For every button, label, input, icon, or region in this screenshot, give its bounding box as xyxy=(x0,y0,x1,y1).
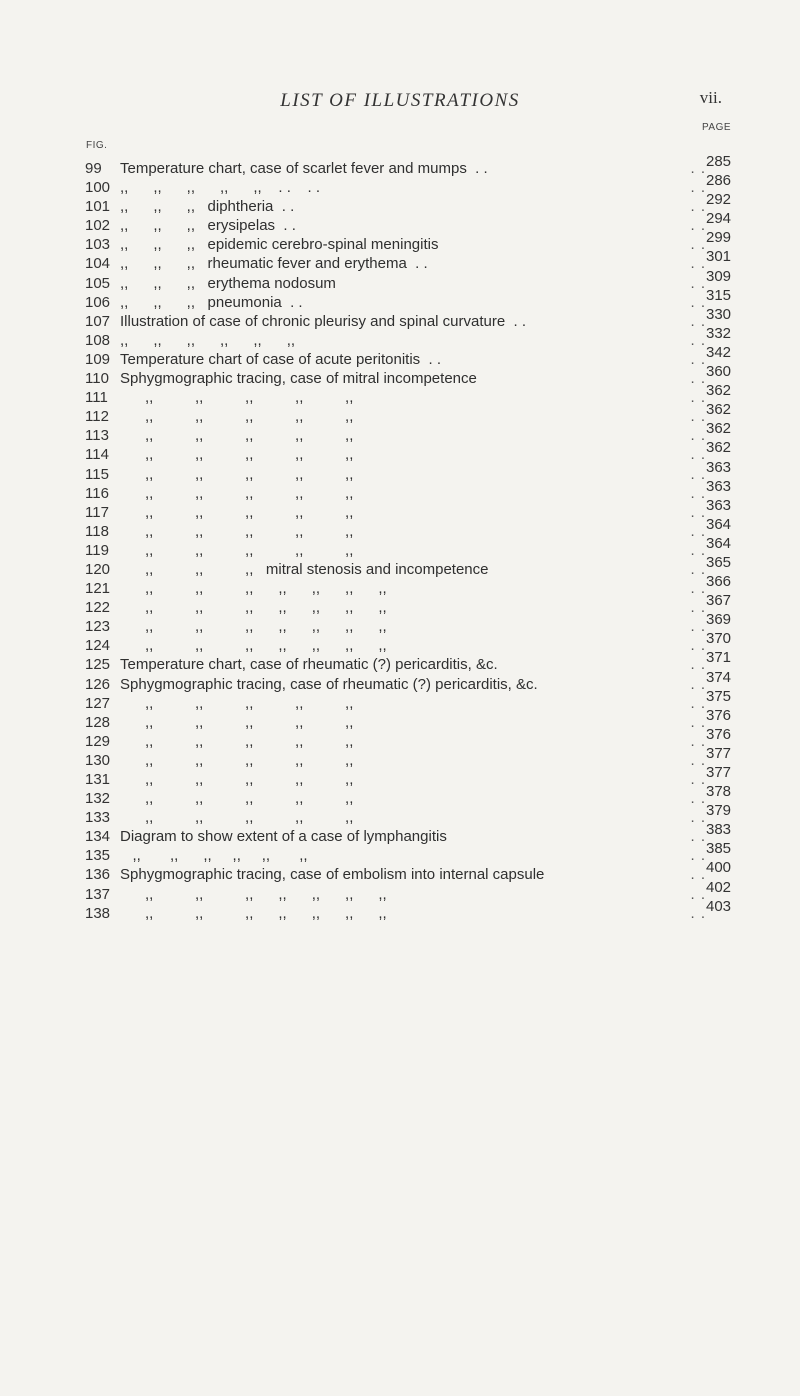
figure-number: 129 xyxy=(85,732,111,750)
figure-number: 125 xyxy=(85,656,111,674)
figure-caption: Diagram to show extent of a case of lymphangitis xyxy=(120,828,447,846)
figure-number: 111 xyxy=(85,389,108,407)
list-item xyxy=(0,687,800,713)
figure-number: 115 xyxy=(85,465,109,483)
list-item xyxy=(0,611,800,636)
figure-number: 117 xyxy=(85,503,109,521)
leader-dots: . . xyxy=(690,732,706,750)
list-item xyxy=(0,401,800,426)
list-item xyxy=(0,553,800,579)
figure-caption: Illustration of case of chronic pleurisy and spinal curvature . . xyxy=(120,312,527,330)
page-reference: 365 xyxy=(706,553,732,571)
page-reference: 309 xyxy=(706,267,732,285)
figure-number: 100 xyxy=(85,179,111,197)
figure-number: 106 xyxy=(85,293,111,311)
fig-column-label: FIG. xyxy=(86,140,108,151)
leader-dots: . . xyxy=(690,389,706,407)
list-item xyxy=(0,649,800,674)
page-reference: 360 xyxy=(706,363,732,381)
page-reference: 315 xyxy=(706,286,732,304)
figure-caption: Temperature chart, case of scarlet fever and mumps . . xyxy=(120,160,488,177)
list-item xyxy=(0,783,800,808)
figure-number: 138 xyxy=(85,904,111,922)
figure-number: 131 xyxy=(85,771,111,788)
figure-caption: ,, ,, ,, ,, ,, xyxy=(120,771,354,788)
figure-number: 135 xyxy=(85,847,111,865)
page-reference: 362 xyxy=(706,401,732,419)
page-reference: 362 xyxy=(706,420,732,438)
figure-number: 110 xyxy=(85,370,109,388)
leader-dots: . . xyxy=(690,560,706,578)
leader-dots: . . xyxy=(690,847,706,865)
figure-caption: Sphygmographic tracing, case of rheumatic (?) pericarditis, &c. xyxy=(120,675,538,693)
leader-dots: . . xyxy=(690,179,706,197)
page-reference: 367 xyxy=(706,592,732,610)
page-reference: 292 xyxy=(706,191,732,209)
figure-number: 119 xyxy=(85,541,109,559)
figure-caption: ,, ,, ,, ,, ,, ,, ,, xyxy=(120,618,387,636)
figure-caption: ,, ,, ,, ,, ,, xyxy=(120,790,354,808)
list-item xyxy=(0,496,800,522)
page-reference: 364 xyxy=(706,534,732,552)
leader-dots: . . xyxy=(690,274,706,292)
figure-number: 109 xyxy=(85,350,111,368)
page-reference: 377 xyxy=(706,764,732,781)
page-reference: 342 xyxy=(706,343,732,361)
leader-dots: . . xyxy=(690,370,706,388)
list-item xyxy=(0,573,800,598)
leader-dots: . . xyxy=(690,522,706,540)
list-item xyxy=(0,191,800,216)
figure-number: 105 xyxy=(85,274,111,292)
figure-caption: ,, ,, ,, ,, ,, ,, xyxy=(120,331,296,349)
figure-number: 116 xyxy=(85,484,109,502)
figure-caption: ,, ,, ,, epidemic cerebro-spinal meningitis xyxy=(120,236,439,254)
figure-number: 133 xyxy=(85,809,111,827)
figure-caption: ,, ,, ,, ,, ,, xyxy=(120,809,354,827)
figure-number: 103 xyxy=(85,236,111,254)
leader-dots: . . xyxy=(690,694,706,712)
leader-dots: . . xyxy=(690,408,706,426)
leader-dots: . . xyxy=(690,465,706,483)
list-item xyxy=(0,248,800,273)
page-reference: 362 xyxy=(706,439,732,457)
figure-caption: ,, ,, ,, ,, ,, xyxy=(120,694,354,712)
figure-caption: ,, ,, ,, ,, ,, xyxy=(120,484,354,502)
page-reference: 364 xyxy=(706,515,732,533)
figure-number: 130 xyxy=(85,751,111,769)
figure-caption: ,, ,, ,, ,, ,, xyxy=(120,713,354,731)
list-item xyxy=(0,534,800,560)
list-item xyxy=(0,172,800,197)
list-item xyxy=(0,229,800,254)
page-reference: 363 xyxy=(706,458,732,476)
figure-number: 112 xyxy=(85,408,109,426)
figure-caption: ,, ,, ,, ,, ,, xyxy=(120,541,354,559)
list-item xyxy=(0,363,800,388)
leader-dots: . . xyxy=(690,255,706,273)
figure-caption: ,, ,, ,, ,, ,, xyxy=(120,427,354,445)
figure-caption: ,, ,, ,, ,, ,, ,, ,, xyxy=(120,637,387,655)
figure-number: 104 xyxy=(85,255,111,273)
list-item xyxy=(0,210,800,235)
figure-caption: ,, ,, ,, ,, ,, ,, ,, xyxy=(120,580,387,598)
leader-dots: . . xyxy=(690,618,706,636)
page-reference: 366 xyxy=(706,573,732,591)
figure-caption: ,, ,, ,, ,, ,, xyxy=(120,446,354,464)
running-head: LIST OF ILLUSTRATIONS xyxy=(280,90,520,111)
figure-number: 123 xyxy=(85,618,111,636)
leader-dots: . . xyxy=(690,580,706,598)
list-item xyxy=(0,458,800,484)
list-item xyxy=(0,477,800,503)
figure-number: 137 xyxy=(85,885,111,903)
page-reference: 377 xyxy=(706,744,732,762)
figure-number: 120 xyxy=(85,560,111,578)
page-reference: 332 xyxy=(706,324,732,342)
leader-dots: . . xyxy=(690,675,706,693)
leader-dots: . . xyxy=(690,656,706,674)
figure-number: 134 xyxy=(85,828,111,846)
leader-dots: . . xyxy=(690,771,706,788)
figure-caption: ,, ,, ,, erysipelas . . xyxy=(120,217,296,235)
leader-dots: . . xyxy=(690,790,706,808)
leader-dots: . . xyxy=(690,484,706,502)
list-item xyxy=(0,592,800,617)
figure-number: 127 xyxy=(85,694,111,712)
page-reference: 376 xyxy=(706,706,732,724)
list-item xyxy=(0,764,800,789)
page-reference: 376 xyxy=(706,725,732,743)
list-item xyxy=(0,515,800,541)
list-item xyxy=(0,744,800,770)
figure-caption: ,, ,, ,, erythema nodosum xyxy=(120,274,336,292)
figure-number: 113 xyxy=(85,427,109,445)
page-reference: 402 xyxy=(706,878,732,896)
list-item xyxy=(0,725,800,751)
figure-caption: ,, ,, ,, ,, ,, ,, ,, xyxy=(120,599,387,617)
figure-number: 102 xyxy=(85,217,111,235)
leader-dots: . . xyxy=(690,904,706,922)
figure-number: 118 xyxy=(85,522,109,540)
page-column-label: PAGE xyxy=(702,122,732,133)
page-number: vii. xyxy=(699,88,722,107)
leader-dots: . . xyxy=(690,312,706,330)
page-reference: 374 xyxy=(706,668,732,686)
leader-dots: . . xyxy=(690,331,706,349)
page-reference: 379 xyxy=(706,802,732,820)
list-item xyxy=(0,878,800,904)
figure-number: 101 xyxy=(85,198,111,216)
figure-number: 108 xyxy=(85,331,111,349)
figure-caption: ,, ,, ,, pneumonia . . xyxy=(120,293,303,311)
figure-number: 128 xyxy=(85,713,111,731)
page-reference: 299 xyxy=(706,229,732,247)
list-item xyxy=(0,267,800,293)
list-item xyxy=(0,439,800,464)
page-reference: 330 xyxy=(706,305,732,323)
figure-caption: ,, ,, ,, ,, ,, . . . . xyxy=(120,179,321,197)
figure-caption: ,, ,, ,, ,, ,, xyxy=(120,522,354,540)
figure-caption: Temperature chart of case of acute peritonitis . . xyxy=(120,350,441,368)
figure-number: 132 xyxy=(85,790,111,808)
figure-caption: ,, ,, ,, ,, ,, xyxy=(120,732,354,750)
list-item xyxy=(0,382,800,407)
list-item xyxy=(0,706,800,732)
leader-dots: . . xyxy=(690,809,706,827)
leader-dots: . . xyxy=(690,866,706,884)
page-reference: 362 xyxy=(706,382,732,400)
page-reference: 371 xyxy=(706,649,732,667)
page-reference: 285 xyxy=(706,153,732,170)
figure-caption: ,, ,, ,, ,, ,, xyxy=(120,751,354,769)
leader-dots: . . xyxy=(690,350,706,368)
figure-caption: ,, ,, ,, diphtheria . . xyxy=(120,198,295,216)
leader-dots: . . xyxy=(690,198,706,216)
figure-caption: Sphygmographic tracing, case of mitral incompetence xyxy=(120,370,477,388)
page-reference: 286 xyxy=(706,172,732,190)
list-item xyxy=(0,859,800,884)
list-item xyxy=(0,286,800,312)
list-item xyxy=(0,668,800,694)
leader-dots: . . xyxy=(690,885,706,903)
figure-caption: ,, ,, ,, ,, ,, xyxy=(120,503,354,521)
list-item xyxy=(0,897,800,923)
list-item xyxy=(0,420,800,445)
figure-number: 124 xyxy=(85,637,111,655)
page-reference: 369 xyxy=(706,611,732,629)
page-reference: 363 xyxy=(706,496,732,514)
figure-caption: ,, ,, ,, ,, ,, xyxy=(120,408,354,426)
leader-dots: . . xyxy=(690,217,706,235)
figure-caption: ,, ,, ,, ,, ,, ,, xyxy=(120,847,308,865)
figure-number: 107 xyxy=(85,312,111,330)
page-reference: 378 xyxy=(706,783,732,801)
figure-caption: ,, ,, ,, ,, ,, xyxy=(120,465,354,483)
figure-caption: Sphygmographic tracing, case of embolism into internal capsule xyxy=(120,866,545,884)
figure-number: 126 xyxy=(85,675,111,693)
list-item xyxy=(0,305,800,331)
page-reference: 400 xyxy=(706,859,732,877)
figure-caption: ,, ,, ,, mitral stenosis and incompetence xyxy=(120,560,489,578)
figure-caption: ,, ,, ,, rheumatic fever and erythema . . xyxy=(120,255,428,273)
figure-caption: Temperature chart, case of rheumatic (?) pericarditis, &c. xyxy=(120,656,498,674)
leader-dots: . . xyxy=(690,293,706,311)
leader-dots: . . xyxy=(690,427,706,445)
list-item xyxy=(0,802,800,827)
leader-dots: . . xyxy=(690,503,706,521)
list-item xyxy=(0,343,800,369)
list-item xyxy=(0,324,800,350)
leader-dots: . . xyxy=(690,236,706,254)
figure-caption: ,, ,, ,, ,, ,, ,, ,, xyxy=(120,904,387,922)
figure-number: 121 xyxy=(85,580,111,598)
leader-dots: . . xyxy=(690,637,706,655)
page-reference: 370 xyxy=(706,630,732,648)
page-reference: 301 xyxy=(706,248,732,266)
list-item xyxy=(0,153,800,178)
figure-number: 136 xyxy=(85,866,111,884)
leader-dots: . . xyxy=(690,828,706,846)
figure-number: 122 xyxy=(85,599,111,617)
illustration-list xyxy=(0,153,800,923)
page-reference: 294 xyxy=(706,210,732,228)
leader-dots: . . xyxy=(690,599,706,617)
figure-caption: ,, ,, ,, ,, ,, xyxy=(120,389,354,407)
page-reference: 363 xyxy=(706,477,732,495)
figure-number: 99 xyxy=(85,160,102,177)
leader-dots: . . xyxy=(690,541,706,559)
leader-dots: . . xyxy=(690,160,706,177)
list-item xyxy=(0,630,800,655)
list-item xyxy=(0,821,800,846)
list-item xyxy=(0,840,800,865)
figure-caption: ,, ,, ,, ,, ,, ,, ,, xyxy=(120,885,387,903)
page-reference: 385 xyxy=(706,840,732,858)
leader-dots: . . xyxy=(690,446,706,464)
leader-dots: . . xyxy=(690,751,706,769)
page-reference: 375 xyxy=(706,687,732,705)
leader-dots: . . xyxy=(690,713,706,731)
page-reference: 383 xyxy=(706,821,732,839)
page-reference: 403 xyxy=(706,897,732,915)
figure-number: 114 xyxy=(85,446,109,464)
